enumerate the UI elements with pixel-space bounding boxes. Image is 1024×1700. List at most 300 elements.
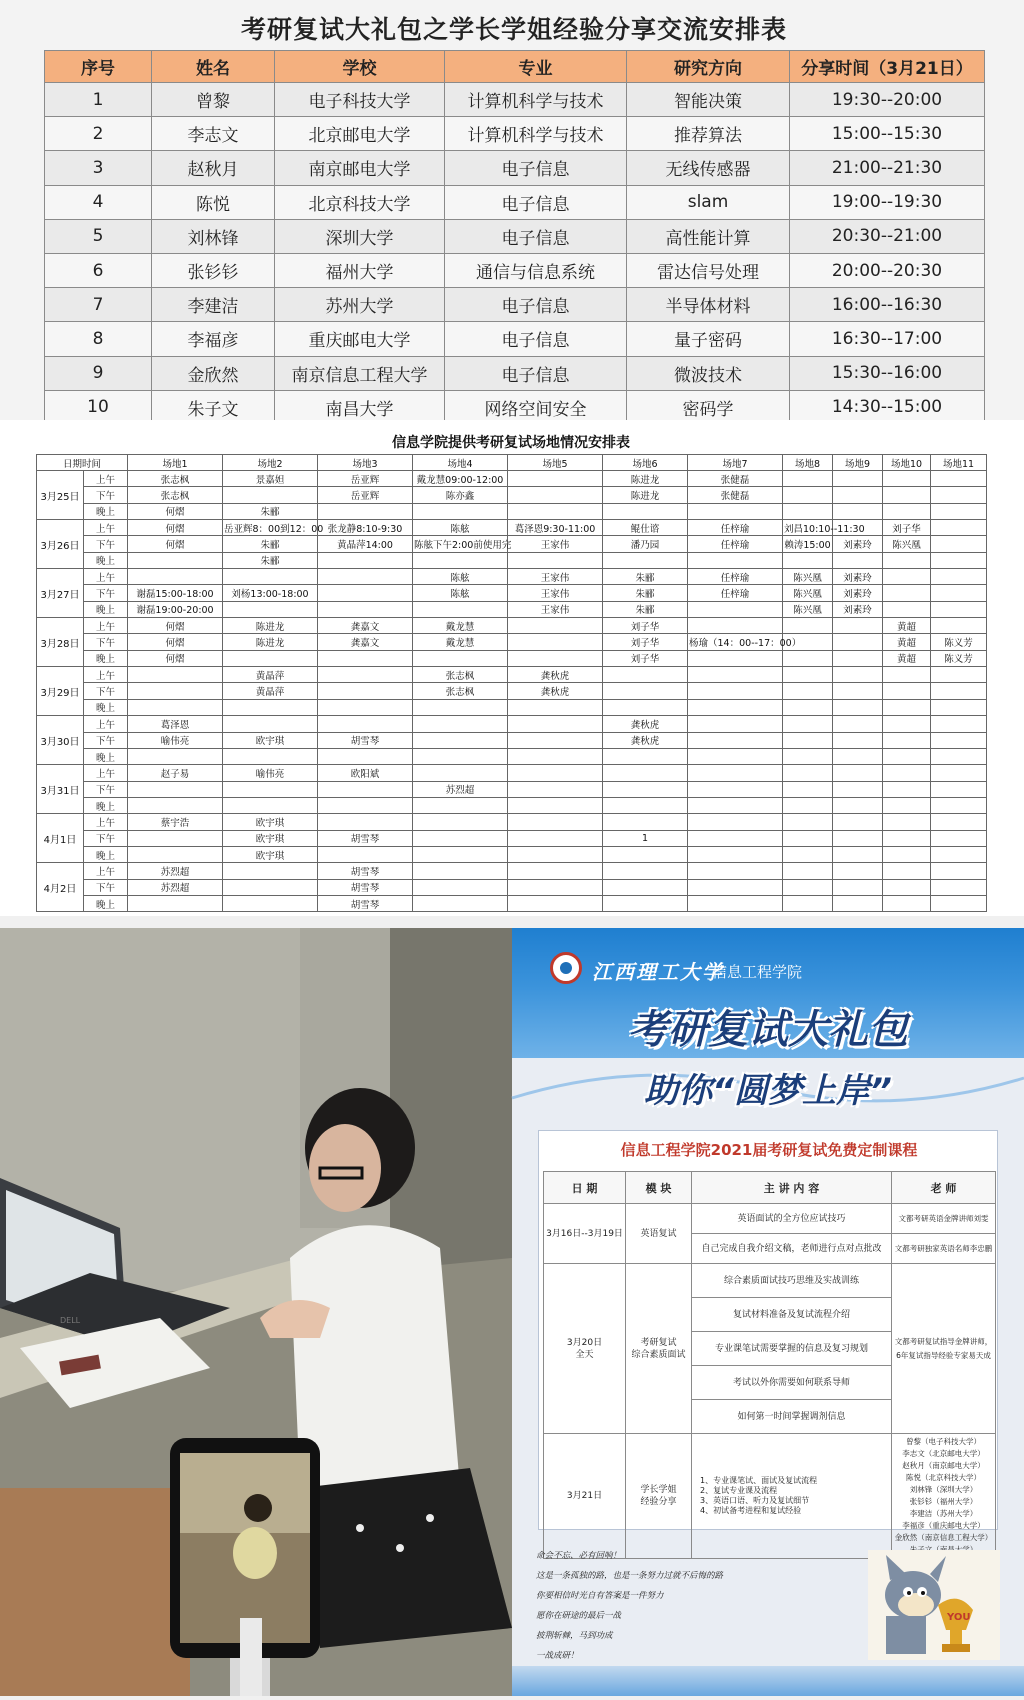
motto-line: 命会不忘、必有回响！ <box>536 1551 622 1561</box>
table-cell <box>783 863 833 879</box>
table-cell <box>318 552 413 568</box>
table-cell <box>603 863 688 879</box>
table-cell: 20:30--21:00 <box>790 219 985 253</box>
table-cell <box>223 601 318 617</box>
motto-line: 你要相信时光自有答案是一件努力 <box>536 1591 664 1601</box>
table-cell: 张志枫 <box>413 683 508 699</box>
table-cell <box>508 781 603 797</box>
table-cell: 胡雪琴 <box>318 863 413 879</box>
table-cell: 南京信息工程大学 <box>275 356 445 390</box>
table-cell <box>783 846 833 862</box>
table-cell <box>833 471 883 487</box>
table-cell: 朱郦 <box>223 503 318 519</box>
table-cell: 电子信息 <box>445 151 627 185</box>
table-cell <box>833 683 883 699</box>
table-row <box>37 585 987 601</box>
table-cell <box>688 667 783 683</box>
table-cell: 朱子文 <box>152 390 275 424</box>
column-header: 模 块 <box>626 1172 692 1204</box>
table-cell <box>833 552 883 568</box>
table-cell <box>931 797 987 813</box>
table-cell <box>931 536 987 552</box>
table-cell: 陈兴凰 <box>883 536 931 552</box>
table-cell <box>931 879 987 895</box>
table-cell <box>688 797 783 813</box>
table-cell <box>883 895 931 911</box>
table-cell <box>931 683 987 699</box>
slot-cell: 晚上 <box>84 650 128 666</box>
table-row <box>37 846 987 862</box>
table-cell: 电子信息 <box>445 185 627 219</box>
table-cell <box>223 797 318 813</box>
table-cell <box>413 879 508 895</box>
laptop-brand: DELL <box>60 1316 81 1325</box>
table-cell: 欧宇琪 <box>223 732 318 748</box>
table-cell: 朱郦 <box>603 601 688 617</box>
motto-line: 这是一条孤独的路，也是一条努力过就不后悔的路 <box>536 1571 724 1581</box>
table-cell: 19:30--20:00 <box>790 83 985 117</box>
poster-headline-2: 助你“圆梦上岸” <box>644 1071 892 1111</box>
table-cell <box>931 552 987 568</box>
slot-cell: 下午 <box>84 732 128 748</box>
table-cell <box>603 503 688 519</box>
table-cell <box>223 781 318 797</box>
table-cell <box>318 814 413 830</box>
table-row <box>45 117 985 151</box>
table-cell: 陈舷 <box>413 585 508 601</box>
table-cell <box>128 569 223 585</box>
table-cell: 岳亚辉8：00到12：00 <box>223 520 318 536</box>
table-cell <box>223 716 318 732</box>
table-cell <box>883 830 931 846</box>
table-cell: 张志枫 <box>128 471 223 487</box>
table-cell <box>603 552 688 568</box>
table-cell: 15:30--16:00 <box>790 356 985 390</box>
table-row <box>37 634 987 650</box>
content-cell: 考试以外你需要如何联系导师 <box>692 1366 892 1400</box>
table-cell: 曾黎 <box>152 83 275 117</box>
table-cell <box>833 667 883 683</box>
table-row <box>37 601 987 617</box>
table-cell: 陈兴凰 <box>783 569 833 585</box>
table-cell: 龚秋虎 <box>508 683 603 699</box>
sharing-schedule-table <box>44 50 985 425</box>
column-header: 场地11 <box>931 455 987 471</box>
teacher-cell: 文都考研独家英语名师李忠鹏 <box>892 1234 996 1264</box>
table-cell <box>931 716 987 732</box>
table-cell <box>318 585 413 601</box>
slot-cell: 晚上 <box>84 699 128 715</box>
table-cell <box>413 830 508 846</box>
table-cell <box>688 699 783 715</box>
table-cell <box>783 814 833 830</box>
table-cell: 胡雪琴 <box>318 895 413 911</box>
table-row <box>37 732 987 748</box>
table-cell <box>688 879 783 895</box>
table-cell <box>128 667 223 683</box>
date-cell: 4月2日 <box>37 863 84 912</box>
column-header: 日 期 <box>544 1172 626 1204</box>
table-row <box>37 471 987 487</box>
table-cell <box>833 699 883 715</box>
table-cell <box>688 781 783 797</box>
table-cell: 欧宇琪 <box>223 846 318 862</box>
table-cell: 北京邮电大学 <box>275 117 445 151</box>
table-cell <box>223 879 318 895</box>
table-cell <box>783 765 833 781</box>
table-cell <box>508 552 603 568</box>
table-cell: 黄晶萍 <box>223 683 318 699</box>
table-cell <box>413 732 508 748</box>
table-row <box>45 288 985 322</box>
table-cell <box>833 732 883 748</box>
table-cell <box>688 552 783 568</box>
column-header: 研究方向 <box>627 51 790 83</box>
table-cell <box>931 765 987 781</box>
table-cell <box>833 814 883 830</box>
table-cell: 朱郦 <box>603 585 688 601</box>
table-cell <box>508 863 603 879</box>
slot-cell: 晚上 <box>84 503 128 519</box>
table-cell: 胡雪琴 <box>318 830 413 846</box>
table-cell: 谢磊15:00-18:00 <box>128 585 223 601</box>
table-cell <box>688 732 783 748</box>
table-cell <box>783 699 833 715</box>
table-row <box>37 748 987 764</box>
table-cell: 任梓瑜 <box>688 569 783 585</box>
table-cell <box>688 863 783 879</box>
table-cell: 陈义芳 <box>931 650 987 666</box>
table-cell <box>883 471 931 487</box>
table-cell: 戴龙慧09:00-12:00 <box>413 471 508 487</box>
slot-cell: 下午 <box>84 487 128 503</box>
column-header: 场地8 <box>783 455 833 471</box>
sharing-schedule-panel <box>0 0 1024 420</box>
table-cell <box>931 487 987 503</box>
table-cell <box>508 471 603 487</box>
table-row <box>37 503 987 519</box>
table-cell: 王家伟 <box>508 536 603 552</box>
table-cell: 何熠 <box>128 618 223 634</box>
table-cell <box>413 765 508 781</box>
table-row <box>45 356 985 390</box>
table-cell: 20:00--20:30 <box>790 253 985 287</box>
slot-cell: 晚上 <box>84 552 128 568</box>
table-cell: 1 <box>603 830 688 846</box>
table-cell: 任梓瑜 <box>688 520 783 536</box>
table-cell: 刘子华 <box>603 650 688 666</box>
table-cell <box>833 863 883 879</box>
table-cell <box>318 716 413 732</box>
table-cell: 龚秋虎 <box>603 732 688 748</box>
table-cell <box>508 895 603 911</box>
table-cell <box>508 748 603 764</box>
table-cell <box>783 471 833 487</box>
table-cell: 无线传感器 <box>627 151 790 185</box>
university-name: 江西理工大学 <box>592 960 724 984</box>
slot-cell: 下午 <box>84 536 128 552</box>
table-cell: 胡雪琴 <box>318 732 413 748</box>
table-cell: 欧宇琪 <box>223 814 318 830</box>
table-cell: 张志枫 <box>413 667 508 683</box>
table-row <box>37 667 987 683</box>
table-cell <box>223 895 318 911</box>
department-name: 信息工程学院 <box>712 963 803 981</box>
table-cell <box>783 732 833 748</box>
table-cell <box>688 748 783 764</box>
table-cell: 黄超 <box>883 618 931 634</box>
column-header: 老 师 <box>892 1172 996 1204</box>
table-cell: 苏州大学 <box>275 288 445 322</box>
table-cell <box>688 618 783 634</box>
table-cell <box>603 879 688 895</box>
table-cell: 赖涛15:00 <box>783 536 833 552</box>
table-row <box>544 1264 996 1298</box>
table-row <box>37 520 987 536</box>
table-cell <box>833 879 883 895</box>
table-cell: 刘素玲 <box>833 601 883 617</box>
table-cell <box>688 716 783 732</box>
table-cell <box>413 814 508 830</box>
table-cell <box>508 765 603 781</box>
table-cell: 计算机科学与技术 <box>445 83 627 117</box>
table-cell <box>508 732 603 748</box>
table-cell: 1 <box>45 83 152 117</box>
motto-line: 愿你在研途的最后一战 <box>536 1611 622 1621</box>
table-cell: 推荐算法 <box>627 117 790 151</box>
table-row <box>45 219 985 253</box>
sharing-schedule-title: 考研复试大礼包之学长学姐经验分享交流安排表 <box>240 15 787 44</box>
table-cell: 胡雪琴 <box>318 879 413 895</box>
slot-cell: 上午 <box>84 716 128 732</box>
table-cell: 王家伟 <box>508 601 603 617</box>
table-row <box>37 781 987 797</box>
table-cell <box>318 569 413 585</box>
table-cell <box>883 552 931 568</box>
table-cell: 何熠 <box>128 503 223 519</box>
table-cell: 通信与信息系统 <box>445 253 627 287</box>
table-cell: 半导体材料 <box>627 288 790 322</box>
table-row <box>37 895 987 911</box>
table-cell <box>603 814 688 830</box>
table-cell: 刘子华 <box>603 618 688 634</box>
table-cell <box>833 765 883 781</box>
table-cell <box>318 797 413 813</box>
table-row <box>544 1204 996 1234</box>
table-cell <box>883 879 931 895</box>
table-cell: 欧阳斌 <box>318 765 413 781</box>
table-cell: 蔡宇浩 <box>128 814 223 830</box>
table-cell <box>413 503 508 519</box>
table-cell: 李建洁 <box>152 288 275 322</box>
table-cell: 张健磊 <box>688 487 783 503</box>
column-header: 场地7 <box>688 455 783 471</box>
course-table-box <box>538 1130 998 1542</box>
table-cell: 苏烈超 <box>128 879 223 895</box>
slot-cell: 上午 <box>84 667 128 683</box>
table-cell: 2 <box>45 117 152 151</box>
table-cell: 张龙静8:10-9:30 <box>318 520 413 536</box>
slot-cell: 晚上 <box>84 748 128 764</box>
table-cell <box>931 830 987 846</box>
column-header: 分享时间（3月21日） <box>790 51 985 83</box>
slot-cell: 上午 <box>84 520 128 536</box>
date-cell: 3月16日--3月19日 <box>544 1204 626 1264</box>
table-cell: 16:00--16:30 <box>790 288 985 322</box>
date-cell: 3月26日 <box>37 520 84 569</box>
table-row <box>37 699 987 715</box>
table-cell <box>783 667 833 683</box>
table-cell <box>508 487 603 503</box>
date-cell: 3月30日 <box>37 716 84 765</box>
table-cell <box>883 765 931 781</box>
content-cell: 专业课笔试需要掌握的信息及复习规划 <box>692 1332 892 1366</box>
table-row <box>45 151 985 185</box>
table-cell <box>833 781 883 797</box>
slot-cell: 上午 <box>84 765 128 781</box>
slot-cell: 晚上 <box>84 601 128 617</box>
content-cell: 英语面试的全方位应试技巧 <box>692 1204 892 1234</box>
teacher-cell: 文都考研英语金牌讲师刘雯 <box>892 1204 996 1234</box>
table-row <box>37 716 987 732</box>
table-cell <box>833 716 883 732</box>
content-cell: 1、专业课笔试、面试及复试流程 2、复试专业课及流程 3、英语口语、听力及复试细节 4、初试备考进程和复试经验 <box>692 1434 892 1559</box>
table-cell <box>833 846 883 862</box>
table-cell <box>318 503 413 519</box>
table-cell: 朱郦 <box>223 552 318 568</box>
table-row <box>45 322 985 356</box>
table-cell <box>783 830 833 846</box>
table-row <box>37 830 987 846</box>
table-cell <box>603 797 688 813</box>
column-header: 主 讲 内 容 <box>692 1172 892 1204</box>
slot-cell: 下午 <box>84 781 128 797</box>
table-cell: 黄超 <box>883 650 931 666</box>
slot-cell: 上午 <box>84 471 128 487</box>
table-cell: 陈亦鑫 <box>413 487 508 503</box>
venue-schedule-panel <box>0 420 1024 916</box>
table-cell: 3 <box>45 151 152 185</box>
table-row <box>37 879 987 895</box>
table-cell: 黄晶萍14:00 <box>318 536 413 552</box>
table-cell: 陈悦 <box>152 185 275 219</box>
table-cell <box>833 634 883 650</box>
table-cell <box>508 846 603 862</box>
module-cell: 学长学姐 经验分享 <box>626 1434 692 1559</box>
table-cell <box>128 781 223 797</box>
table-cell <box>833 748 883 764</box>
table-cell <box>603 748 688 764</box>
table-cell <box>223 748 318 764</box>
table-cell <box>931 471 987 487</box>
table-cell: 苏烈超 <box>128 863 223 879</box>
table-cell <box>883 814 931 830</box>
table-row <box>45 253 985 287</box>
table-cell: 深圳大学 <box>275 219 445 253</box>
table-cell <box>603 683 688 699</box>
table-cell: 任梓瑜 <box>688 585 783 601</box>
date-cell: 4月1日 <box>37 814 84 863</box>
table-cell <box>931 585 987 601</box>
table-cell <box>318 781 413 797</box>
column-header: 日期时间 <box>37 455 128 471</box>
table-cell <box>508 814 603 830</box>
table-cell: 刘素玲 <box>833 585 883 601</box>
column-header: 学校 <box>275 51 445 83</box>
table-cell: 黄超 <box>883 634 931 650</box>
table-cell <box>783 895 833 911</box>
table-cell: 15:00--15:30 <box>790 117 985 151</box>
table-cell: slam <box>627 185 790 219</box>
table-cell <box>318 846 413 862</box>
table-cell <box>603 895 688 911</box>
table-cell: 何熠 <box>128 536 223 552</box>
slot-cell: 晚上 <box>84 895 128 911</box>
table-cell: 6 <box>45 253 152 287</box>
table-cell <box>783 879 833 895</box>
table-cell <box>413 846 508 862</box>
slot-cell: 下午 <box>84 879 128 895</box>
table-cell <box>223 650 318 666</box>
table-cell <box>413 748 508 764</box>
table-cell: 喻伟亮 <box>223 765 318 781</box>
date-cell: 3月27日 <box>37 569 84 618</box>
column-header: 场地1 <box>128 455 223 471</box>
date-cell: 3月28日 <box>37 618 84 667</box>
table-cell <box>318 683 413 699</box>
table-cell <box>883 667 931 683</box>
table-cell: 刘林锋 <box>152 219 275 253</box>
table-cell: 戴龙慧 <box>413 618 508 634</box>
table-cell: 陈进龙 <box>223 618 318 634</box>
table-cell <box>413 863 508 879</box>
content-cell: 复试材料准备及复试流程介绍 <box>692 1298 892 1332</box>
table-cell <box>508 879 603 895</box>
module-cell: 英语复试 <box>626 1204 692 1264</box>
table-cell <box>318 601 413 617</box>
table-cell: 陈兴凰 <box>783 601 833 617</box>
table-cell: 北京科技大学 <box>275 185 445 219</box>
table-cell: 葛泽恩9:30-11:00 <box>508 520 603 536</box>
table-cell: 张健磊 <box>688 471 783 487</box>
table-cell: 苏烈超 <box>413 781 508 797</box>
table-cell: 陈舷 <box>413 569 508 585</box>
table-cell: 龚嘉文 <box>318 618 413 634</box>
table-cell <box>318 667 413 683</box>
slot-cell: 上午 <box>84 863 128 879</box>
table-cell: 福州大学 <box>275 253 445 287</box>
column-header: 场地4 <box>413 455 508 471</box>
table-cell <box>318 650 413 666</box>
module-cell: 考研复试 综合素质面试 <box>626 1264 692 1434</box>
table-cell <box>883 781 931 797</box>
table-cell: 何熠 <box>128 650 223 666</box>
table-cell <box>508 716 603 732</box>
table-cell <box>603 846 688 862</box>
course-table <box>543 1171 996 1559</box>
table-cell <box>413 601 508 617</box>
table-cell: 重庆邮电大学 <box>275 322 445 356</box>
slot-cell: 下午 <box>84 683 128 699</box>
table-cell: 高性能计算 <box>627 219 790 253</box>
table-row <box>37 814 987 830</box>
table-cell <box>883 716 931 732</box>
table-cell <box>833 618 883 634</box>
table-cell: 陈义芳 <box>931 634 987 650</box>
trophy-label: YOU <box>947 1612 971 1623</box>
table-row <box>37 797 987 813</box>
table-cell <box>688 846 783 862</box>
